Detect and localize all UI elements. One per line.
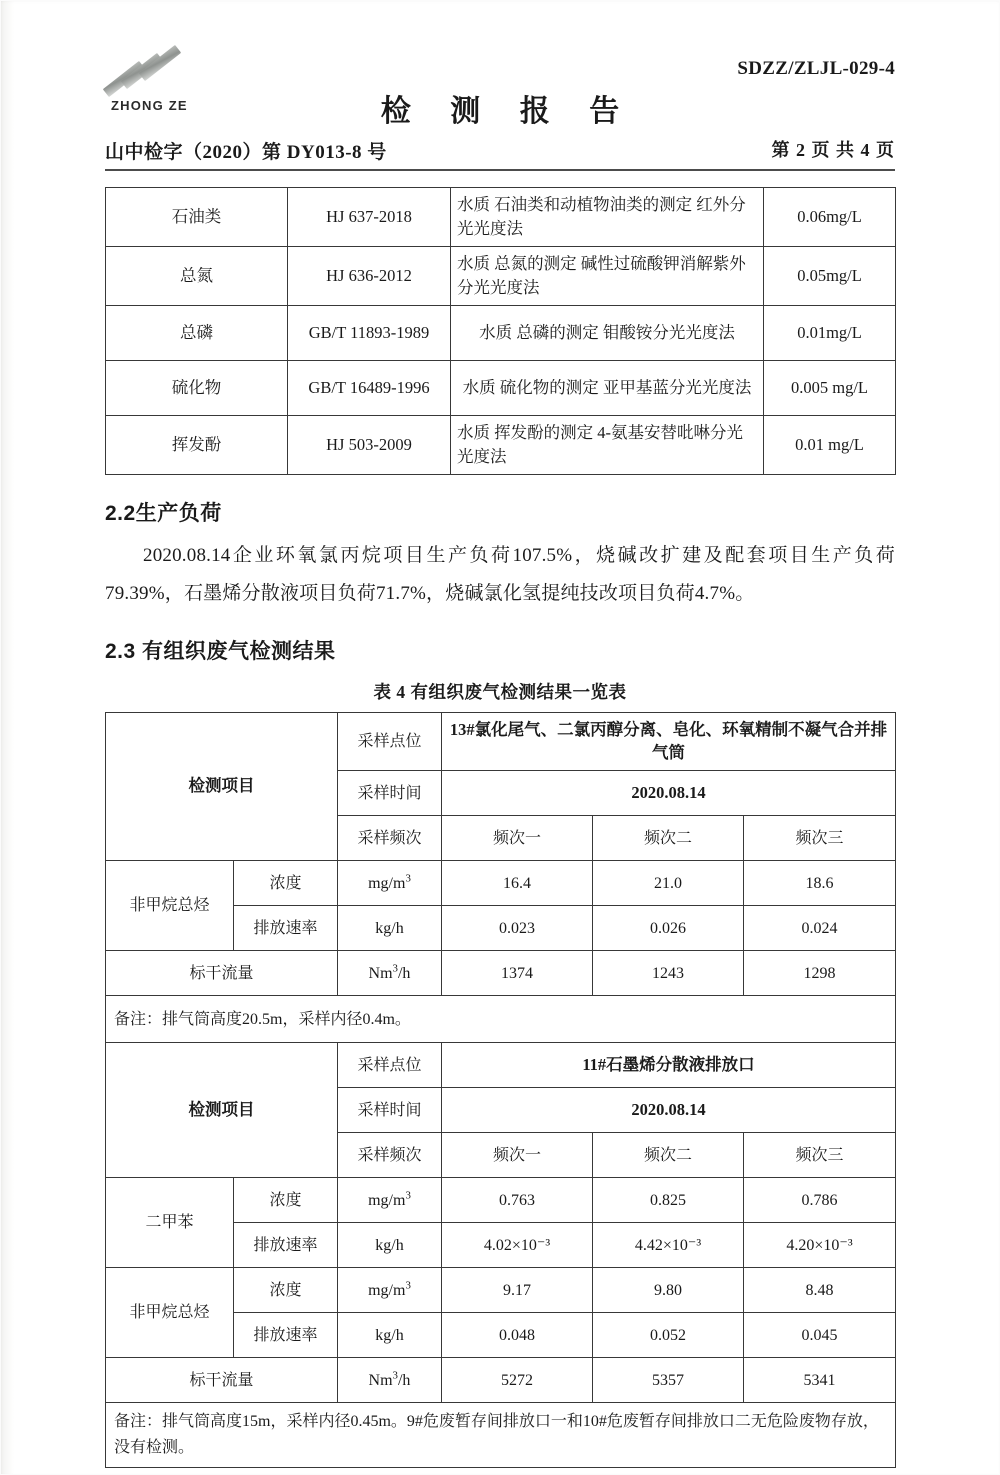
document-number: 山中检字（2020）第 DY013-8 号 <box>105 142 387 163</box>
methods-table <box>105 187 896 475</box>
sampling-time-label: 采样时间 <box>338 1088 442 1133</box>
detection-limit: 0.05mg/L <box>764 246 896 305</box>
test-item-header: 检测项目 <box>106 712 338 861</box>
method-item: 挥发酚 <box>106 415 288 474</box>
detection-limit: 0.06mg/L <box>764 188 896 247</box>
data-cell: 0.786 <box>744 1178 896 1223</box>
table-row <box>106 360 896 415</box>
method-item: 总氮 <box>106 246 288 305</box>
metric-label: 排放速率 <box>234 906 338 951</box>
detection-limit: 0.005 mg/L <box>764 360 896 415</box>
sampling-point-value: 13#氯化尾气、二氯丙醇分离、皂化、环氧精制不凝气合并排气筒 <box>442 712 896 771</box>
page-header <box>105 0 895 171</box>
company-logo <box>111 50 231 113</box>
data-cell: 16.4 <box>442 861 593 906</box>
unit-cell: Nm$^3$/h <box>338 951 442 996</box>
frequency-header: 频次一 <box>442 1133 593 1178</box>
method-standard: GB/T 11893-1989 <box>288 305 451 360</box>
table-row <box>106 712 896 771</box>
unit-cell: kg/h <box>338 906 442 951</box>
sampling-point-value: 11#石墨烯分散液排放口 <box>442 1043 896 1088</box>
logo-mark-icon <box>111 50 203 94</box>
sampling-frequency-label: 采样频次 <box>338 816 442 861</box>
frequency-header: 频次三 <box>744 816 896 861</box>
table-row <box>106 996 896 1043</box>
metric-label: 浓度 <box>234 1268 338 1313</box>
method-standard: HJ 503-2009 <box>288 415 451 474</box>
table-4-caption: 表 4 有组织废气检测结果一览表 <box>373 681 627 702</box>
section-heading-2-3: 2.3 有组织废气检测结果 <box>105 639 336 663</box>
method-item: 总磷 <box>106 305 288 360</box>
logo-text: ZHONG ZE <box>111 98 188 113</box>
table-row <box>106 1403 896 1467</box>
pollutant-name: 非甲烷总烃 <box>106 861 234 951</box>
pollutant-name: 二甲苯 <box>106 1178 234 1268</box>
data-cell: 5341 <box>744 1358 896 1403</box>
frequency-header: 频次二 <box>593 816 744 861</box>
unit-cell: kg/h <box>338 1313 442 1358</box>
detection-limit: 0.01mg/L <box>764 305 896 360</box>
method-standard: HJ 636-2012 <box>288 246 451 305</box>
table-row <box>106 1268 896 1313</box>
frequency-header: 频次二 <box>593 1133 744 1178</box>
data-cell: 0.052 <box>593 1313 744 1358</box>
sampling-frequency-label: 采样频次 <box>338 1133 442 1178</box>
data-cell: 0.026 <box>593 906 744 951</box>
method-description: 水质 总氮的测定 碱性过硫酸钾消解紫外分光光度法 <box>451 246 764 305</box>
data-cell: 18.6 <box>744 861 896 906</box>
method-description: 水质 挥发酚的测定 4-氨基安替吡啉分光光度法 <box>451 415 764 474</box>
table-row <box>106 861 896 906</box>
data-cell: 0.763 <box>442 1178 593 1223</box>
data-cell: 4.02×10⁻³ <box>442 1223 593 1268</box>
method-item: 石油类 <box>106 188 288 247</box>
data-cell: 0.825 <box>593 1178 744 1223</box>
page-content <box>105 187 895 1468</box>
data-cell: 21.0 <box>593 861 744 906</box>
sampling-time-value: 2020.08.14 <box>442 1088 896 1133</box>
frequency-header: 频次一 <box>442 816 593 861</box>
table-remark: 备注：排气筒高度15m，采样内径0.45m。9#危废暂存间排放口一和10#危废暂存间排放口二无危险废物存放，没有检测。 <box>106 1403 896 1467</box>
method-description: 水质 总磷的测定 钼酸铵分光光度法 <box>451 305 764 360</box>
table-row <box>106 188 896 247</box>
frequency-header: 频次三 <box>744 1133 896 1178</box>
metric-label: 排放速率 <box>234 1313 338 1358</box>
sampling-point-label: 采样点位 <box>338 1043 442 1088</box>
unit-cell: $mg/m^3$ <box>338 1268 442 1313</box>
method-standard: GB/T 16489-1996 <box>288 360 451 415</box>
data-cell: 0.024 <box>744 906 896 951</box>
sampling-time-value: 2020.08.14 <box>442 771 896 816</box>
method-description: 水质 石油类和动植物油类的测定 红外分光光度法 <box>451 188 764 247</box>
data-cell: 4.42×10⁻³ <box>593 1223 744 1268</box>
section-heading-2-2: 2.2生产负荷 <box>105 501 222 525</box>
document-code: SDZZ/ZLJL-029-4 <box>737 58 895 79</box>
method-description: 水质 硫化物的测定 亚甲基蓝分光光度法 <box>451 360 764 415</box>
standard-dry-flow-label: 标干流量 <box>106 1358 338 1403</box>
table-row <box>106 246 896 305</box>
table-row <box>106 1043 896 1088</box>
data-cell: 0.045 <box>744 1313 896 1358</box>
detection-limit: 0.01 mg/L <box>764 415 896 474</box>
data-cell: 0.023 <box>442 906 593 951</box>
unit-cell: $mg/m^3$ <box>338 861 442 906</box>
unit-cell: kg/h <box>338 1223 442 1268</box>
data-cell: 1243 <box>593 951 744 996</box>
table-remark: 备注：排气筒高度20.5m，采样内径0.4m。 <box>106 996 896 1043</box>
data-cell: 1298 <box>744 951 896 996</box>
header-bottom-row <box>105 136 895 171</box>
page-number-info: 第 2 页 共 4 页 <box>771 140 895 160</box>
table-row <box>106 1358 896 1403</box>
sampling-time-label: 采样时间 <box>338 771 442 816</box>
table-row <box>106 951 896 996</box>
table-row <box>106 1178 896 1223</box>
page-title: 检 测 报 告 <box>380 95 636 128</box>
data-cell: 9.80 <box>593 1268 744 1313</box>
data-cell: 4.20×10⁻³ <box>744 1223 896 1268</box>
unit-cell: Nm$^3$/h <box>338 1358 442 1403</box>
data-cell: 9.17 <box>442 1268 593 1313</box>
metric-label: 浓度 <box>234 1178 338 1223</box>
pollutant-name: 非甲烷总烃 <box>106 1268 234 1358</box>
data-cell: 5357 <box>593 1358 744 1403</box>
table-row <box>106 305 896 360</box>
waste-gas-results-table <box>105 712 896 1468</box>
metric-label: 浓度 <box>234 861 338 906</box>
unit-cell: $mg/m^3$ <box>338 1178 442 1223</box>
standard-dry-flow-label: 标干流量 <box>106 951 338 996</box>
data-cell: 8.48 <box>744 1268 896 1313</box>
data-cell: 0.048 <box>442 1313 593 1358</box>
metric-label: 排放速率 <box>234 1223 338 1268</box>
test-item-header: 检测项目 <box>106 1043 338 1178</box>
data-cell: 5272 <box>442 1358 593 1403</box>
sampling-point-label: 采样点位 <box>338 712 442 771</box>
method-item: 硫化物 <box>106 360 288 415</box>
table-row <box>106 415 896 474</box>
method-standard: HJ 637-2018 <box>288 188 451 247</box>
section-2-2-paragraph: 2020.08.14企业环氧氯丙烷项目生产负荷107.5%，烧碱改扩建及配套项目生产负荷79.39%，石墨烯分散液项目负荷71.7%，烧碱氯化氢提纯技改项目负荷4.7%。 <box>105 544 895 604</box>
data-cell: 1374 <box>442 951 593 996</box>
